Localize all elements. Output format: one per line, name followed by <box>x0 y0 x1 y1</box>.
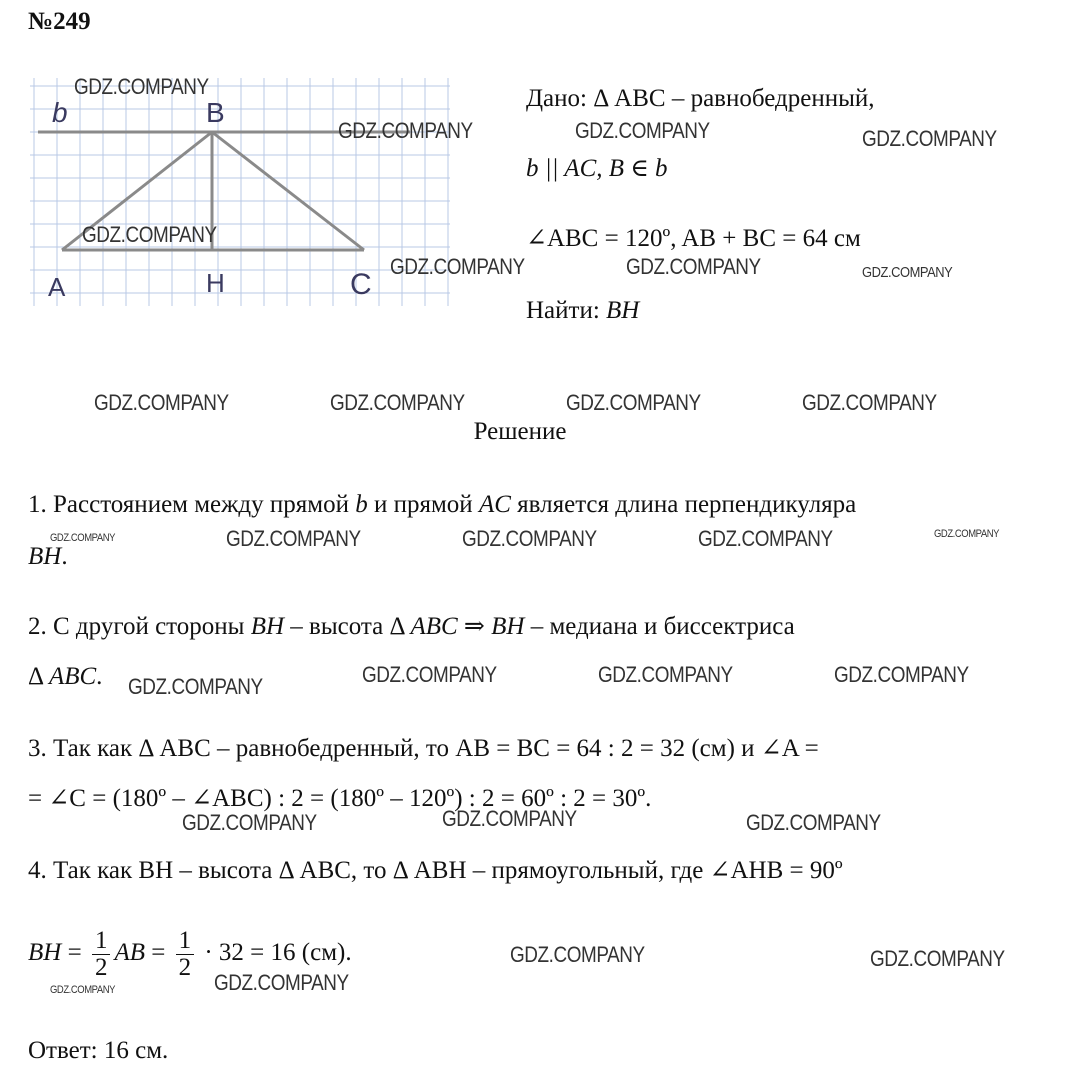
watermark: GDZ.COMPANY <box>834 662 969 687</box>
given-line-2: b || AC, B ∈ b <box>526 155 668 182</box>
watermark: GDZ.COMPANY <box>462 526 597 551</box>
watermark: GDZ.COMPANY <box>82 222 217 247</box>
triangle-figure <box>30 78 450 306</box>
step-2-line-2: Δ ABC. <box>28 663 103 690</box>
watermark: GDZ.COMPANY <box>74 74 209 99</box>
figure-svg <box>30 78 450 306</box>
watermark: GDZ.COMPANY <box>870 946 1005 971</box>
step-1-line-2: BH. <box>28 543 68 570</box>
watermark: GDZ.COMPANY <box>575 118 710 143</box>
watermark: GDZ.COMPANY <box>362 662 497 687</box>
step-2-line-1: 2. С другой стороны BH – высота Δ ABC ⇒ BH – медиана и биссектриса <box>28 613 795 640</box>
watermark: GDZ.COMPANY <box>442 806 577 831</box>
watermark: GDZ.COMPANY <box>226 526 361 551</box>
given-line-1: Дано: Δ ABC – равнобедренный, <box>526 85 875 112</box>
watermark: GDZ.COMPANY <box>182 810 317 835</box>
watermark: GDZ.COMPANY <box>94 390 229 415</box>
label-vertex-c: C <box>350 268 372 301</box>
label-vertex-a: A <box>48 272 66 302</box>
watermark: GDZ.COMPANY <box>50 984 115 996</box>
watermark: GDZ.COMPANY <box>566 390 701 415</box>
watermark: GDZ.COMPANY <box>598 662 733 687</box>
graph-paper-grid <box>30 78 450 306</box>
label-b-line: b <box>52 97 68 128</box>
problem-number: №249 <box>28 8 91 35</box>
step-3-line-2: = ∠C = (180º – ∠ABC) : 2 = (180º – 120º) : 2 = 60º : 2 = 30º. <box>28 785 652 812</box>
find-prefix: Найти: <box>526 297 607 324</box>
watermark: GDZ.COMPANY <box>50 532 115 544</box>
find-value: BH <box>606 297 640 324</box>
watermark: GDZ.COMPANY <box>338 118 473 143</box>
watermark: GDZ.COMPANY <box>746 810 881 835</box>
watermark: GDZ.COMPANY <box>862 264 953 281</box>
watermark: GDZ.COMPANY <box>214 970 349 995</box>
step-4-line-1: 4. Так как BH – высота Δ ABC, то Δ ABH – прямоугольный, где ∠AHB = 90º <box>28 857 843 884</box>
label-h: H <box>206 268 225 298</box>
watermark: GDZ.COMPANY <box>802 390 937 415</box>
find-line <box>526 296 639 326</box>
step-3-line-1: 3. Так как Δ ABC – равнобедренный, то AB = BC = 64 : 2 = 32 (см) и ∠A = <box>28 735 819 762</box>
label-vertex-b: B <box>206 97 225 128</box>
watermark: GDZ.COMPANY <box>934 528 999 540</box>
watermark: GDZ.COMPANY <box>626 254 761 279</box>
fraction-half-2: $\frac{1}{2}$ <box>176 928 195 981</box>
watermark: GDZ.COMPANY <box>698 526 833 551</box>
fraction-half-1: $\frac{1}{2}$ <box>92 928 111 981</box>
answer-line: Ответ: 16 см. <box>28 1037 169 1064</box>
watermark: GDZ.COMPANY <box>128 674 263 699</box>
step-1-line-1: 1. Расстоянием между прямой b и прямой AC является длина перпендикуляра <box>28 491 857 518</box>
given-line-3: ∠ABC = 120º, AB + BC = 64 см <box>526 225 861 252</box>
solution-heading: Решение <box>473 418 567 445</box>
side-bc <box>212 132 364 250</box>
watermark: GDZ.COMPANY <box>510 942 645 967</box>
watermark: GDZ.COMPANY <box>330 390 465 415</box>
watermark: GDZ.COMPANY <box>862 126 997 151</box>
watermark: GDZ.COMPANY <box>390 254 525 279</box>
step-4-formula: BH = $\frac{1}{2}$ AB = $\frac{1}{2}$ · 32 = 16 (см). <box>28 927 352 981</box>
